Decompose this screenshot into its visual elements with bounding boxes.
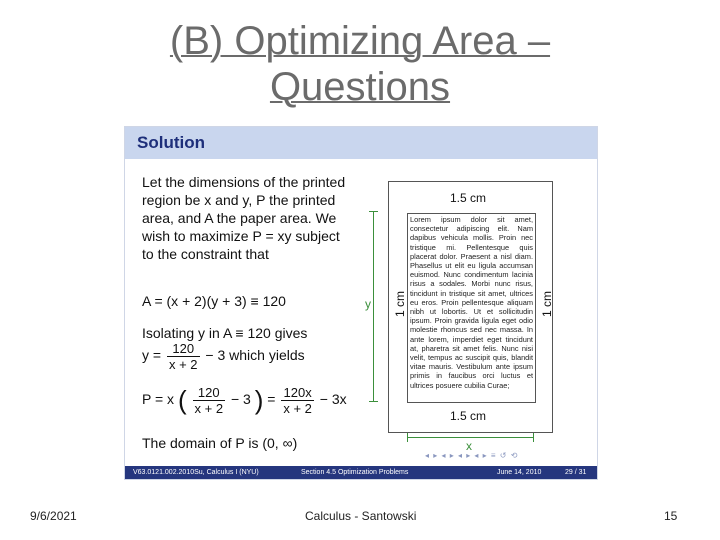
- eq-p-mid: − 3: [230, 391, 251, 408]
- x-dimension-cap-right: [533, 433, 534, 442]
- beamer-nav-icons: ◂ ▸ ◂ ▸ ◂ ▸ ◂ ▸ ≡ ↺ ⟲: [425, 451, 519, 460]
- footer-page: 29 / 31: [565, 469, 587, 476]
- y-dimension-label: y: [365, 297, 371, 311]
- eq-y-fraction: [167, 341, 200, 372]
- eq-p-numerator-2: 120x: [281, 385, 314, 401]
- isolating-text: Isolating y in A ≡ 120 gives: [142, 325, 308, 341]
- eq-p-denominator-1: x + 2: [194, 401, 224, 416]
- eq-p-tail: − 3x: [319, 391, 347, 408]
- embedded-slide-header: [125, 127, 597, 159]
- equation-p: [142, 385, 347, 416]
- eq-p-fraction-2: [281, 385, 314, 416]
- footer-date: June 14, 2010: [497, 469, 542, 476]
- eq-y-denominator: x + 2: [168, 357, 198, 372]
- bottom-margin-label: 1.5 cm: [450, 409, 487, 423]
- footer-center: Calculus - Santowski: [305, 509, 417, 523]
- equation-area: A = (x + 2)(y + 3) ≡ 120: [142, 293, 286, 309]
- embedded-slide-image: [124, 126, 598, 480]
- x-dimension-label: x: [466, 439, 472, 453]
- y-dimension-line: [373, 211, 374, 401]
- y-dimension-cap-bottom: [369, 401, 378, 402]
- footer-date: 9/6/2021: [30, 509, 77, 523]
- equation-y: [142, 341, 305, 372]
- title-line-1: (B) Optimizing Area –: [169, 19, 551, 63]
- solution-paragraph: Let the dimensions of the printed region be x and y, P the printed area, and A the paper area. We wish to maximize P = xy subject to the constraint that: [142, 174, 346, 262]
- eq-p-lhs: P = x: [142, 391, 175, 408]
- eq-p-denominator-2: x + 2: [283, 401, 312, 416]
- x-dimension-cap-left: [407, 433, 408, 442]
- y-dimension-cap-top: [369, 211, 378, 212]
- eq-y-rhs: − 3 which yields: [205, 347, 305, 364]
- right-paren: ): [254, 385, 264, 415]
- x-dimension-line: [407, 437, 534, 438]
- slide-title: [0, 18, 720, 110]
- eq-p-fraction-1: [193, 385, 226, 416]
- footer-section: Section 4.5 Optimization Problems: [301, 469, 409, 476]
- lorem-ipsum-text: Lorem ipsum dolor sit amet, consectetur adipiscing elit. Nam dapibus vehicula mollis. Proin nec tristique mi. Pellentesque quis placerat dolor. Praesent a nisl diam. Phasellus ut elit eu ligula accumsan euismod. Nunc condimentum lacinia risus a sodales. Morbi nunc risus, tincidunt in tristique sit amet, ultrices eu eros. Proin pellentesque aliquam nibh ut lobortis. Ut et sollicitudin ipsum. Proin gravida ligula eget odio molestie rhoncus sed nec massa. In ante lorem, imperdiet eget tincidunt at, pharetra sit amet felis. Nunc nisi velit, tempus ac suscipit quis, blandit vitae mauris. Vestibulum ante ipsum primis in faucibus orci luctus et ultrices posuere cubilia Curae;: [410, 215, 533, 390]
- eq-p-equals: =: [267, 391, 276, 408]
- eq-y-numerator: 120: [167, 341, 200, 357]
- top-margin-label: 1.5 cm: [450, 191, 487, 205]
- left-paren: (: [177, 385, 187, 415]
- footer-page-number: 15: [664, 509, 678, 523]
- embedded-slide-footer: [125, 466, 597, 479]
- footer-course: V63.0121.002.2010Su, Calculus I (NYU): [133, 469, 259, 476]
- right-margin-label: 1 cm: [540, 291, 554, 318]
- domain-text: The domain of P is (0, ∞): [142, 435, 298, 451]
- title-line-2: Questions: [269, 65, 451, 109]
- eq-p-numerator-1: 120: [193, 385, 226, 401]
- embedded-slide-heading: Solution: [137, 133, 205, 152]
- left-margin-label: 1 cm: [393, 291, 407, 318]
- eq-y-lhs: y =: [142, 347, 162, 364]
